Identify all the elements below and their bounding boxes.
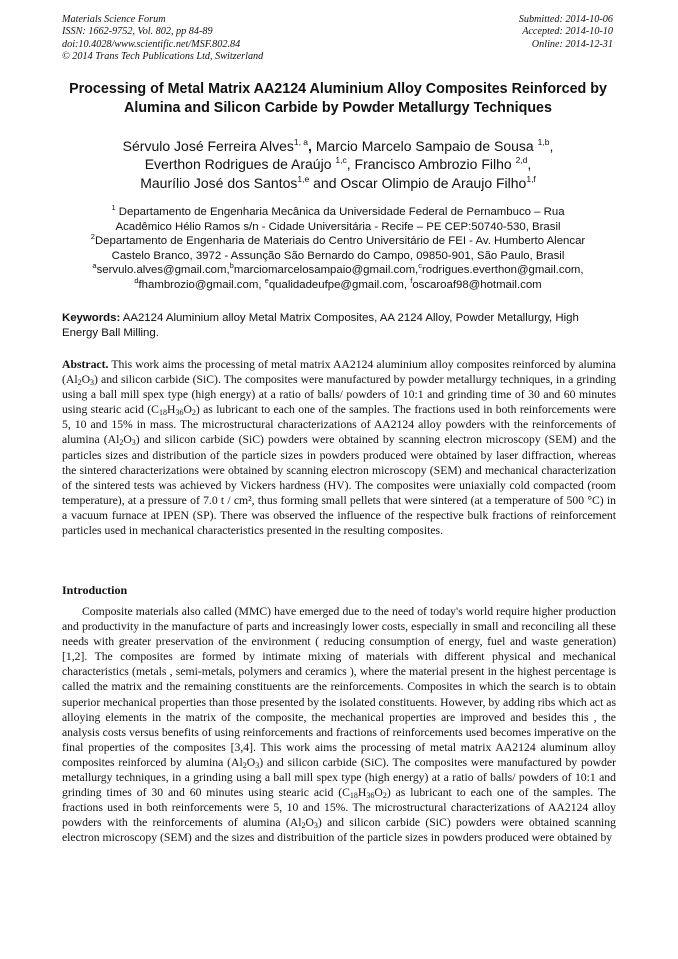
formula-subscript: 36: [175, 408, 184, 418]
author-separator: ,: [346, 156, 355, 173]
author-affiliation-mark: 1,e: [297, 173, 310, 184]
formula-subscript: 2: [382, 791, 387, 801]
abstract-text: ) and silicon carbide (SiC) powders were obtained by scanning electron microscopy (SEM) and the particles sizes and distribution of the particle sizes in powders produced were obtained by laser diffraction, whereas the sintered characterizations were obtained by scanning electron microscopy (SEM) and mechanical characterization of the sintered tests was achieved by Vickers hardness (HV). The composites were uniaxially cold compacted (room temperature), at a pressure of 7.0 t / cm², thus forming small pellets that were sintered (at a temperature of 500 °C) in a vacuum furnace at IPEN (SP). There was observed the influence of the respective bulk fractions of reinforcement particles used in mechanical characteristics presented in the resulting composites.: [62, 433, 616, 538]
author-affiliation-mark: 1,f: [526, 173, 536, 184]
formula-subscript: 36: [366, 791, 375, 801]
email-mark: c: [418, 261, 422, 271]
author-affiliation-mark: 2,d: [515, 155, 528, 166]
email-address[interactable]: qualidadeufpe@gmail.com,: [268, 278, 411, 291]
email-mark: e: [264, 275, 269, 285]
author-name: Sérvulo José Ferreira Alves: [122, 138, 294, 154]
formula-subscript: 3: [313, 821, 318, 831]
journal-issn: ISSN: 1662-9752, Vol. 802, pp 84-89: [62, 26, 213, 38]
formula-subscript: 2: [77, 378, 82, 388]
formula-element: O: [305, 816, 314, 830]
formula-subscript: 2: [191, 408, 196, 418]
author-list: [60, 137, 616, 192]
keywords-text: AA2124 Aluminium alloy Metal Matrix Composites, AA 2124 Alloy, Powder Metallurgy, High Energy Ball Milling.: [62, 312, 579, 339]
formula-element: O: [183, 403, 192, 417]
intro-text: Composite materials also called (MMC) have emerged due to the need of today's world require higher production and productivity in the manufacture of parts and increasingly lower costs, especially in small and reconciling all these needs with greater preservation of the environment ( reducing consumption of energy, fuel and waste generation) [1,2]. The composites are formed by intimate mixing of materials with different physical and mechanical characteristics (metals , semi-metals, polymers and ceramics ), where the material present in the highest percentage is called the matrix and the remaining constituents are the reinforcements. Composites in which the search is to obtain superior mechanical properties than those presented by the isolated constituents. However, by adding ribs which act as alloying elements in the matrix of the composite, the mechanical properties are improved and besides this , the analysis costs versus benefits of using reinforcements and fractions of reinforcements used becomes imperative on the final properties of the composites [3,4]. This work aims the processing of metal matrix AA2124 aluminum alloy composites reinforced by alumina (Al: [62, 605, 616, 769]
accepted-date: Accepted: 2014-10-10: [522, 26, 613, 38]
author-affiliation-mark: 1,c: [335, 155, 347, 166]
formula-subscript: 2: [119, 438, 124, 448]
formula-element: H: [357, 786, 367, 800]
affiliation-mark: 2: [90, 232, 95, 242]
abstract-text: ) and silicon carbide (SiC). The composites were manufactured by powder metallurgy techniques, in a grinding using a ball mill spex type (high energy) at a ratio of balls/ powders of 10:1 and grinding time of 30 and 60 minutes using stearic acid (C: [62, 373, 616, 417]
intro-text: ) as lubricant to each one of the samples. The fractions used in both reinforcements were 5, 10 and 15%. The microstructural characterizations of AA2124 alloy powders with the reinforcements of alumina (Al: [62, 786, 616, 830]
email-address[interactable]: oscaroaf98@hotmail.com: [412, 278, 542, 291]
affiliation-2-line-1: Departamento de Engenharia de Materiais do Centro Universitário de FEI - Av. Humberto Alencar: [94, 235, 586, 248]
paper-title: Processing of Metal Matrix AA2124 Aluminium Alloy Composites Reinforced by Alumina and Silicon Carbide by Powder Metallurgy Techniques: [69, 81, 607, 116]
formula-element: O: [81, 373, 91, 387]
author-separator: and: [309, 174, 341, 191]
author-affiliation-mark: 1,b: [537, 137, 550, 147]
email-address[interactable]: fhambrozio@gmail.com,: [138, 278, 265, 291]
author-name: Oscar Olimpio de Araujo Filho: [340, 174, 527, 191]
author-name: Maurílio José dos Santos: [140, 174, 298, 191]
formula-subscript: 3: [131, 438, 136, 448]
affiliation-mark: 1: [111, 203, 116, 212]
abstract-label: Abstract.: [62, 358, 109, 371]
formula-subscript: 18: [349, 791, 358, 801]
affiliation-1-line-2: Acadêmico Hélio Ramos s/n - Cidade Universitária - Recife – PE CEP:50740-530, Brasil: [115, 220, 561, 233]
formula-subscript: 3: [90, 378, 95, 388]
abstract: [62, 357, 616, 538]
formula-element: O: [374, 786, 383, 800]
author-name: Marcio Marcelo Sampaio de Sousa: [315, 138, 538, 154]
abstract-text: This work aims the processing of metal matrix AA2124 aluminium alloy composites reinforced by alumina (Al: [62, 358, 616, 387]
journal-name: Materials Science Forum: [62, 14, 166, 25]
formula-subscript: 2: [242, 760, 247, 770]
author-separator: ,: [308, 138, 316, 154]
affiliation-1-line-1: Departamento de Engenharia Mecânica da Universidade Federal de Pernambuco – Rua: [115, 206, 565, 218]
journal-info: [62, 14, 263, 64]
formula-element: H: [166, 403, 176, 417]
journal-doi[interactable]: doi:10.4028/www.scientific.net/MSF.802.84: [62, 38, 241, 50]
email-address[interactable]: servulo.alves@gmail.com,: [96, 264, 230, 277]
email-mark: b: [229, 261, 234, 271]
abstract-text: ) as lubricant to each one of the samples. The fractions used in both reinforcements were 5, 10 and 15% in mass. The microstructural characterizations of AA2124 alloy powders with the reinforcements of alumina (Al: [62, 403, 616, 447]
keywords-label: Keywords:: [62, 312, 121, 324]
email-line-1: [60, 263, 616, 278]
submitted-date: Submitted: 2014-10-06: [518, 14, 613, 25]
formula-subscript: 18: [158, 408, 167, 418]
affiliations: [60, 205, 616, 293]
email-mark: a: [92, 261, 97, 271]
email-mark: d: [134, 275, 139, 285]
email-address[interactable]: marciomarcelosampaio@gmail.com,: [233, 264, 419, 277]
email-line-2: [60, 275, 616, 293]
intro-text: ) and silicon carbide (SiC) powders were obtained scanning electron microscopy (SEM) and the sizes and distribuition of the particle sizes in powders produced were obtained by: [62, 816, 616, 845]
affiliation-2-line-2: Castelo Branco, 3972 - Assunção São Bernardo do Campo, 09850-901, São Paulo, Brasil: [111, 249, 565, 262]
author-affiliation-mark: 1, a: [293, 137, 309, 147]
formula-subscript: 3: [255, 760, 260, 770]
email-address[interactable]: rodrigues.everthon@gmail.com,: [421, 264, 584, 277]
submission-dates: [519, 14, 613, 51]
author-separator: ,: [549, 138, 554, 154]
online-date: Online: 2014-12-31: [531, 38, 613, 50]
author-name: Francisco Ambrozio Filho: [354, 156, 516, 173]
formula-element: O: [123, 433, 132, 447]
keywords: [62, 311, 616, 340]
journal-copyright: © 2014 Trans Tech Publications Ltd, Switzerland: [62, 51, 264, 63]
intro-text: ) and silicon carbide (SiC). The composites were manufactured by powder metallurgy techniques, in a grinding using a ball mill spex type (high energy) at a ratio of balls/ powders of 10:1 and grinding times of 30 and 60 minutes using stearic acid (C: [62, 755, 616, 800]
author-separator: ,: [527, 156, 532, 173]
formula-subscript: 2: [301, 821, 306, 831]
email-mark: f: [410, 275, 413, 285]
introduction-heading: Introduction: [62, 583, 128, 597]
formula-element: O: [246, 755, 256, 769]
introduction-text: [62, 604, 616, 846]
author-name: Everthon Rodrigues de Araújo: [144, 156, 336, 173]
